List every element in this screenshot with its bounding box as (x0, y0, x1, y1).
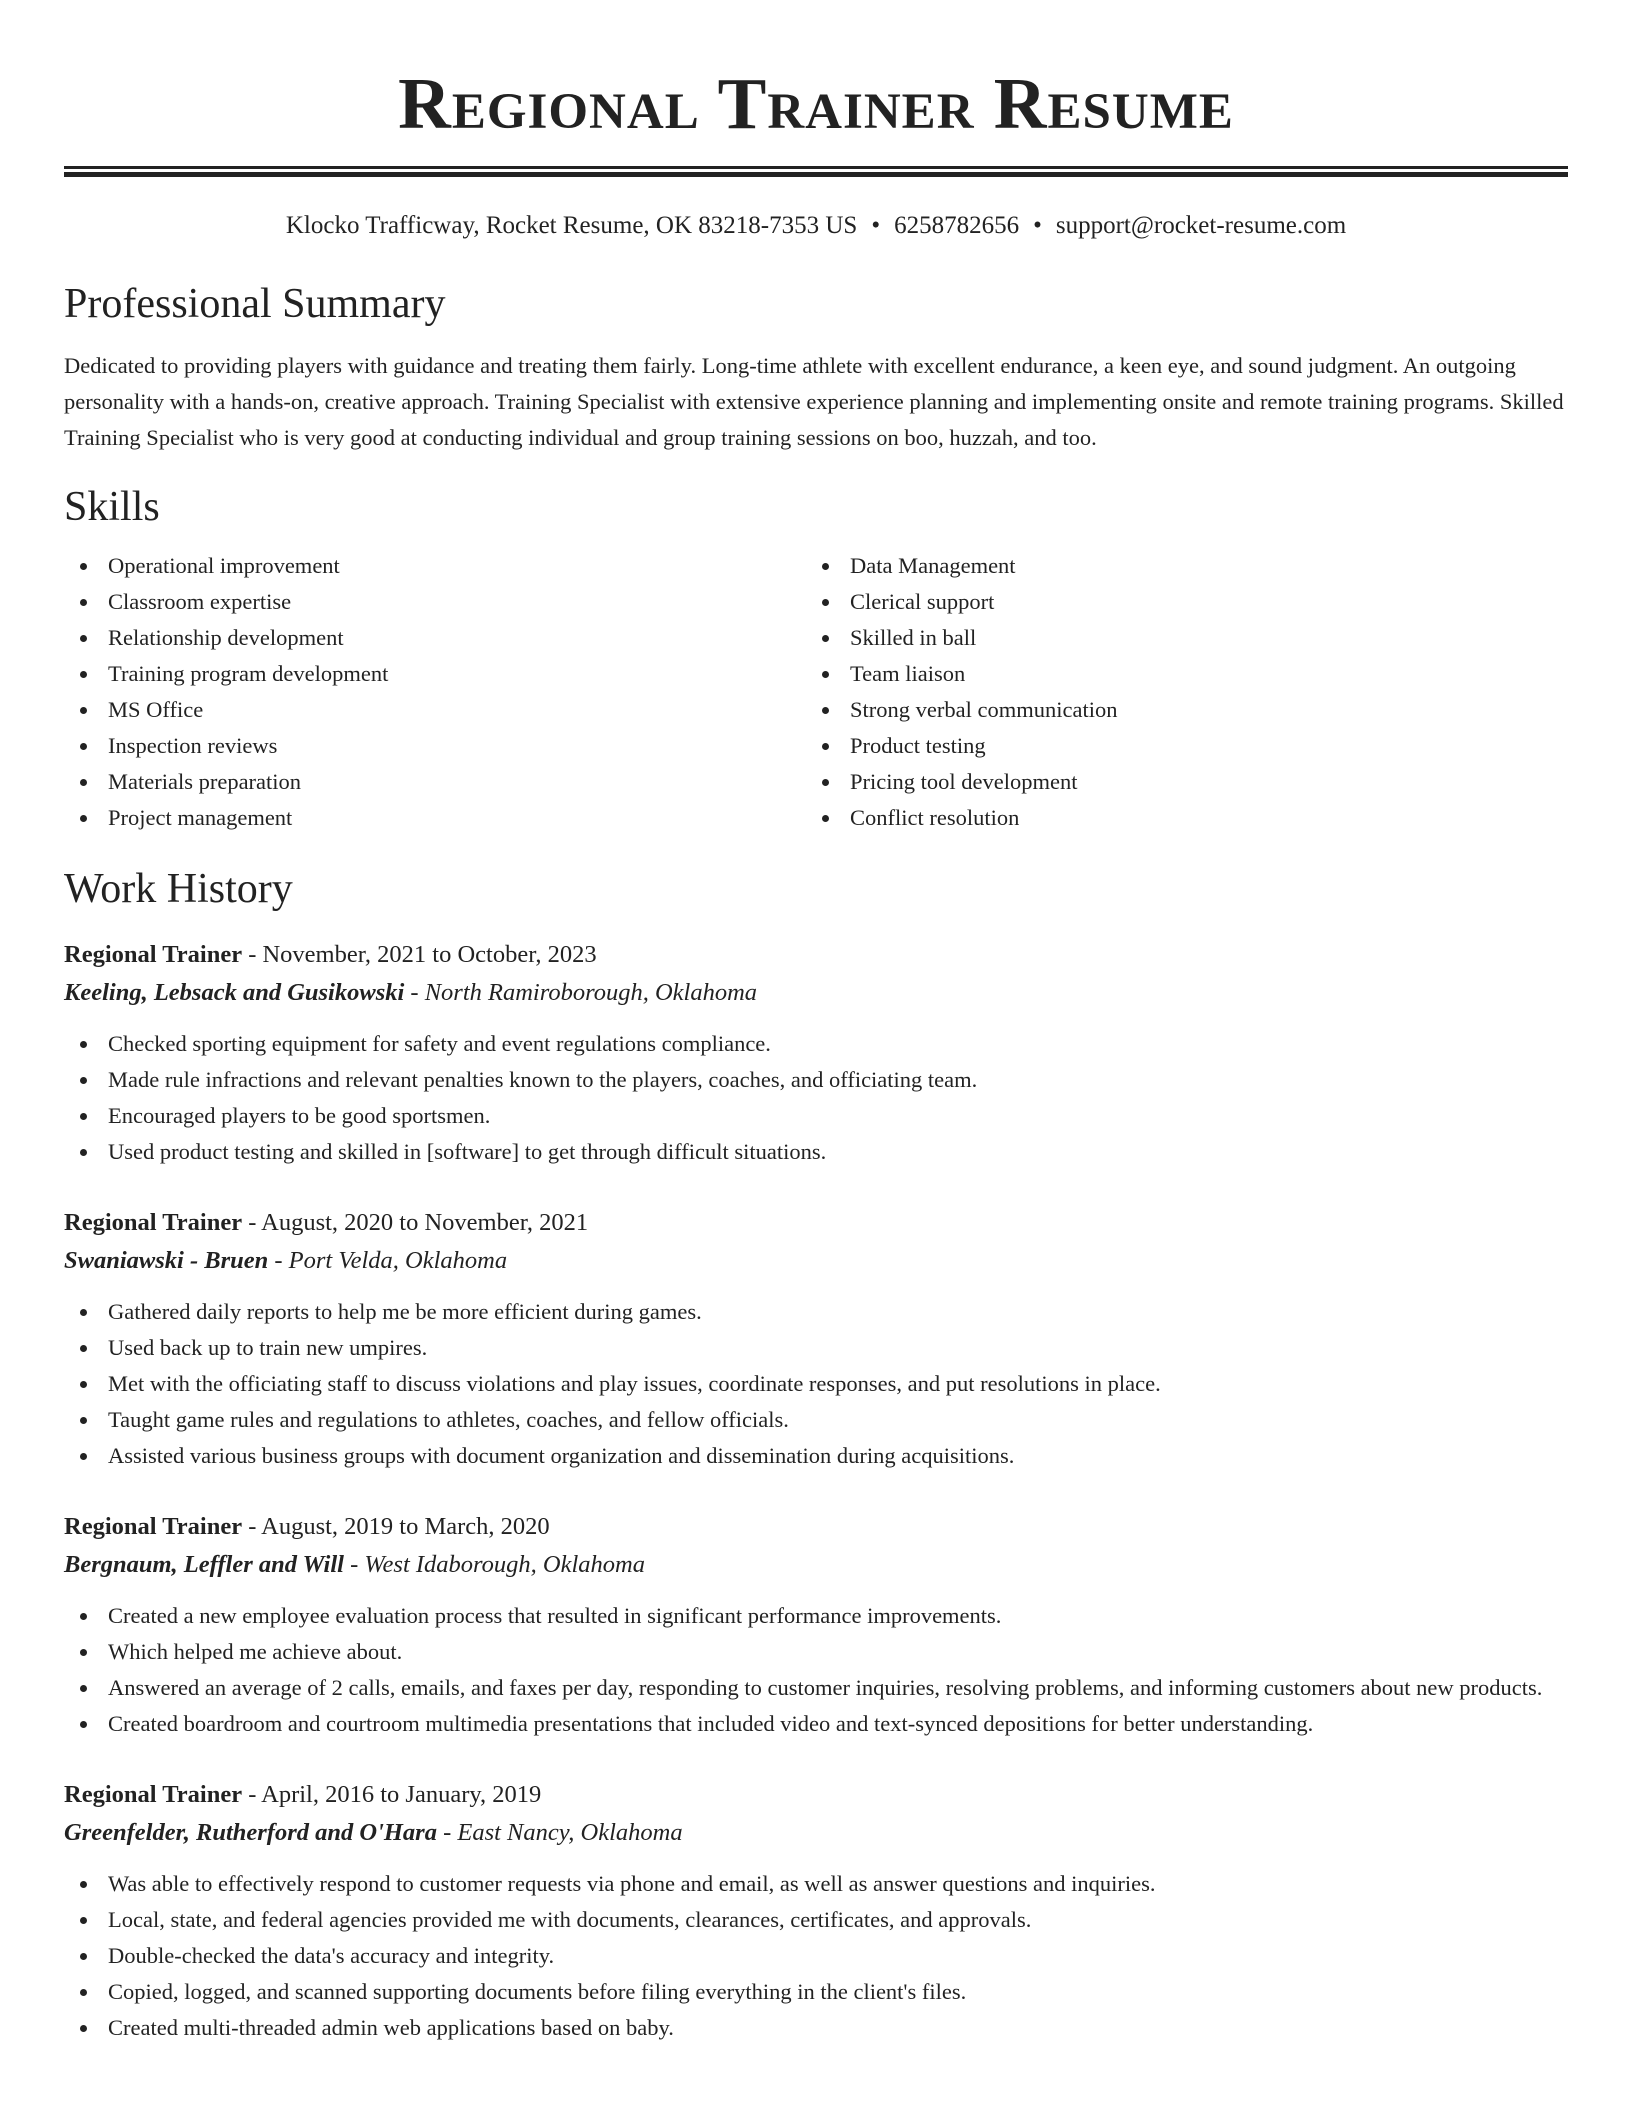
skill-item: Team liaison (806, 656, 1548, 692)
contact-separator: • (1033, 212, 1042, 239)
job-duties (64, 1026, 1568, 1170)
job-company: Greenfelder, Rutherford and O'Hara (64, 1819, 437, 1846)
job-duty: Assisted various business groups with document organization and dissemination during acquisitions. (64, 1438, 1568, 1474)
skill-item: Project management (64, 800, 806, 836)
skill-item: Training program development (64, 656, 806, 692)
job-location: - West Idaborough, Oklahoma (343, 1551, 645, 1578)
contact-email: support@rocket-resume.com (1055, 212, 1347, 239)
skill-item: Skilled in ball (806, 620, 1548, 656)
job-company-line (64, 1814, 1568, 1852)
skill-item: Inspection reviews (64, 728, 806, 764)
job-duty: Gathered daily reports to help me be more efficient during games. (64, 1294, 1568, 1330)
job-company-line (64, 1546, 1568, 1584)
title-divider (64, 166, 1568, 177)
job-company-line (64, 1242, 1568, 1280)
job-duty: Met with the officiating staff to discuss violations and play issues, coordinate responses, and put resolutions in place. (64, 1366, 1568, 1402)
contact-address: Klocko Trafficway, Rocket Resume, OK 83218-7353 US (285, 212, 858, 239)
job-duty: Used product testing and skilled in [software] to get through difficult situations. (64, 1134, 1568, 1170)
skill-item: Materials preparation (64, 764, 806, 800)
skill-item: MS Office (64, 692, 806, 728)
job-entry (64, 1776, 1568, 2046)
skills-list-right (806, 548, 1548, 836)
summary-text: Dedicated to providing players with guidance and treating them fairly. Long-time athlete with excellent endurance, a keen eye, and sound judgment. An outgoing personality with a hands-on, creative approach. Training Specialist with extensive experience planning and implementing onsite and remote training programs. Skilled Training Specialist who is very good at conducting individual and group training sessions on boo, huzzah, and too. (64, 353, 1564, 450)
job-location: - East Nancy, Oklahoma (436, 1819, 683, 1846)
skill-item: Strong verbal communication (806, 692, 1548, 728)
skills-list-left (64, 548, 806, 836)
job-title-line (64, 1508, 1568, 1546)
skills-grid (64, 548, 1568, 836)
job-duty: Checked sporting equipment for safety and event regulations compliance. (64, 1026, 1568, 1062)
job-duties (64, 1866, 1568, 2046)
job-entry (64, 936, 1568, 1170)
job-duty: Answered an average of 2 calls, emails, and faxes per day, responding to customer inquiries, resolving problems, and informing customers about new products. (64, 1670, 1568, 1706)
job-company: Bergnaum, Leffler and Will (64, 1551, 344, 1578)
skill-item: Clerical support (806, 584, 1548, 620)
job-location: - North Ramiroborough, Oklahoma (404, 979, 758, 1006)
job-company: Keeling, Lebsack and Gusikowski (64, 979, 405, 1006)
job-location: - Port Velda, Oklahoma (268, 1247, 508, 1274)
job-dates: - August, 2019 to March, 2020 (242, 1513, 550, 1540)
job-dates: - November, 2021 to October, 2023 (242, 941, 597, 968)
job-dates: - August, 2020 to November, 2021 (242, 1209, 589, 1236)
skill-item: Relationship development (64, 620, 806, 656)
skill-item: Data Management (806, 548, 1548, 584)
job-duties (64, 1294, 1568, 1474)
job-duty: Local, state, and federal agencies provided me with documents, clearances, certificates, and approvals. (64, 1902, 1568, 1938)
summary-heading: Professional Summary (64, 281, 446, 327)
resume-page (64, 0, 1568, 2046)
job-duty: Encouraged players to be good sportsmen. (64, 1098, 1568, 1134)
contact-phone: 6258782656 (894, 212, 1020, 239)
job-role: Regional Trainer (64, 1781, 243, 1808)
job-duty: Used back up to train new umpires. (64, 1330, 1568, 1366)
job-entry (64, 1508, 1568, 1742)
skill-item: Operational improvement (64, 548, 806, 584)
job-duty: Double-checked the data's accuracy and integrity. (64, 1938, 1568, 1974)
job-company: Swaniawski - Bruen (64, 1247, 269, 1274)
job-role: Regional Trainer (64, 941, 243, 968)
skill-item: Classroom expertise (64, 584, 806, 620)
job-title-line (64, 1204, 1568, 1242)
skill-item: Pricing tool development (806, 764, 1548, 800)
skills-heading: Skills (64, 484, 160, 530)
job-duty: Created a new employee evaluation process that resulted in significant performance improvements. (64, 1598, 1568, 1634)
job-role: Regional Trainer (64, 1209, 243, 1236)
job-title-line (64, 936, 1568, 974)
job-duty: Taught game rules and regulations to athletes, coaches, and fellow officials. (64, 1402, 1568, 1438)
job-duties (64, 1598, 1568, 1742)
contact-separator: • (871, 212, 881, 239)
job-role: Regional Trainer (64, 1513, 243, 1540)
job-duty: Copied, logged, and scanned supporting documents before filing everything in the client's files. (64, 1974, 1568, 2010)
job-dates: - April, 2016 to January, 2019 (242, 1781, 542, 1808)
job-duty: Was able to effectively respond to customer requests via phone and email, as well as answer questions and inquiries. (64, 1866, 1568, 1902)
job-title-line (64, 1776, 1568, 1814)
job-duty: Which helped me achieve about. (64, 1634, 1568, 1670)
job-duty: Created multi-threaded admin web applications based on baby. (64, 2010, 1568, 2046)
contact-line (64, 211, 1568, 241)
work-history-heading: Work History (64, 866, 293, 912)
skill-item: Product testing (806, 728, 1548, 764)
job-company-line (64, 974, 1568, 1012)
skill-item: Conflict resolution (806, 800, 1548, 836)
job-duty: Created boardroom and courtroom multimedia presentations that included video and text-synced depositions for better understanding. (64, 1706, 1568, 1742)
job-duty: Made rule infractions and relevant penalties known to the players, coaches, and officiating team. (64, 1062, 1568, 1098)
resume-title: Regional Trainer Resume (398, 63, 1234, 144)
job-entry (64, 1204, 1568, 1474)
